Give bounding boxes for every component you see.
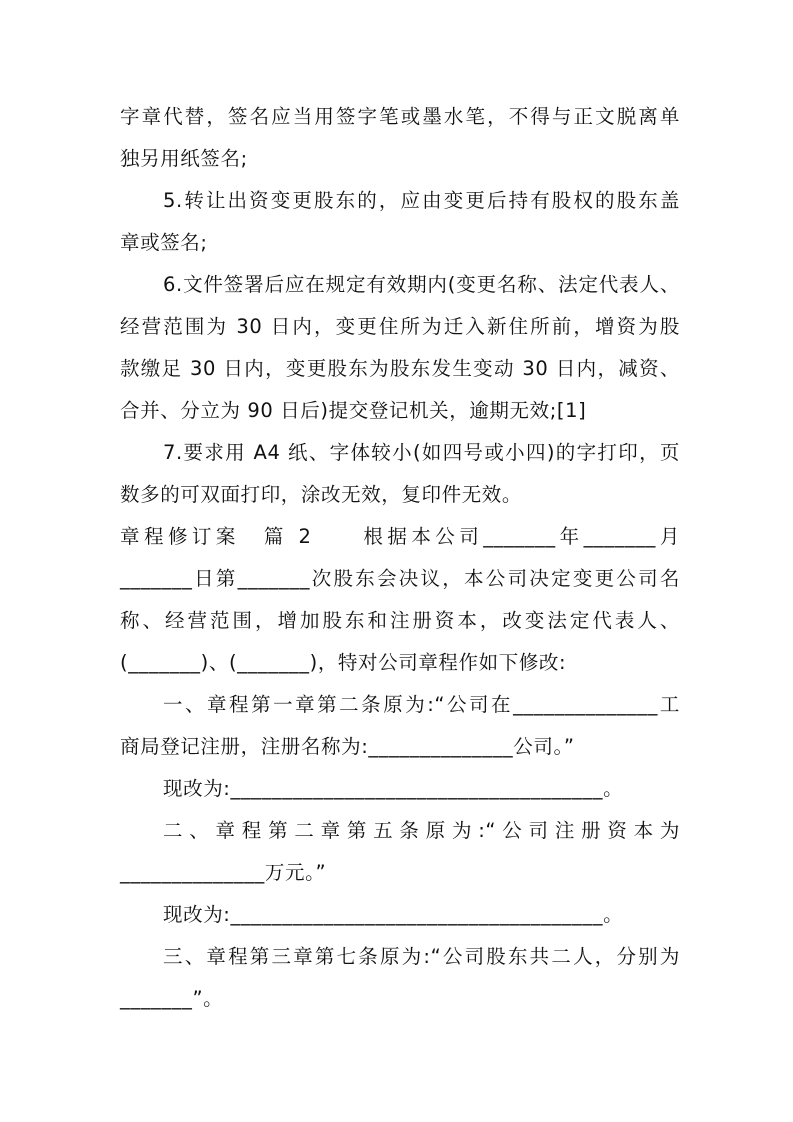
list-item-6-line: 款缴足 30 日内，变更股东为股东发生变动 30 日内，减资、 — [120, 357, 680, 380]
amendment-2-line: ______________万元。” — [120, 861, 327, 884]
amendment-1-line: 商局登记注册，注册名称为:______________公司。” — [120, 735, 575, 758]
list-item-6-line: 合并、分立为 90 日后)提交登记机关，逾期无效;[1] — [120, 399, 587, 422]
amendment-1-change-line: 现改为:____________________________________。 — [163, 777, 624, 800]
paragraph-line: 独另用纸签名; — [120, 147, 248, 170]
list-item-7-line: 7.要求用 A4 纸、字体较小(如四号或小四)的字打印，页 — [163, 441, 680, 464]
amendment-3-line: _______”。 — [120, 987, 224, 1010]
list-item-6-line: 6.文件签署后应在规定有效期内(变更名称、法定代表人、 — [163, 273, 680, 296]
list-item-5-line: 章或签名; — [120, 231, 208, 254]
paragraph-line: (_______)、(_______)，特对公司章程作如下修改: — [120, 651, 567, 674]
list-item-5-line: 5.转让出资变更股东的，应由变更后持有股权的股东盖 — [163, 189, 680, 212]
list-item-7-line: 数多的可双面打印，涂改无效，复印件无效。 — [120, 483, 523, 506]
section-heading-line: 章程修订案 篇 2 根据本公司_______年_______月 — [120, 525, 680, 548]
paragraph-line: _______日第_______次股东会决议，本公司决定变更公司名 — [120, 567, 680, 590]
list-item-6-line: 经营范围为 30 日内，变更住所为迁入新住所前，增资为股 — [120, 315, 680, 338]
amendment-2-line: 二、章程第二章第五条原为:“公司注册资本为 — [163, 819, 680, 842]
paragraph-line: 称、经营范围，增加股东和注册资本，改变法定代表人、 — [120, 609, 680, 632]
amendment-2-change-line: 现改为:____________________________________。 — [163, 903, 624, 926]
amendment-1-line: 一、章程第一章第二条原为:“公司在______________工 — [163, 693, 680, 716]
paragraph-line: 字章代替，签名应当用签字笔或墨水笔，不得与正文脱离单 — [120, 105, 680, 128]
amendment-3-line: 三、章程第三章第七条原为:“公司股东共二人，分别为 — [163, 945, 680, 968]
